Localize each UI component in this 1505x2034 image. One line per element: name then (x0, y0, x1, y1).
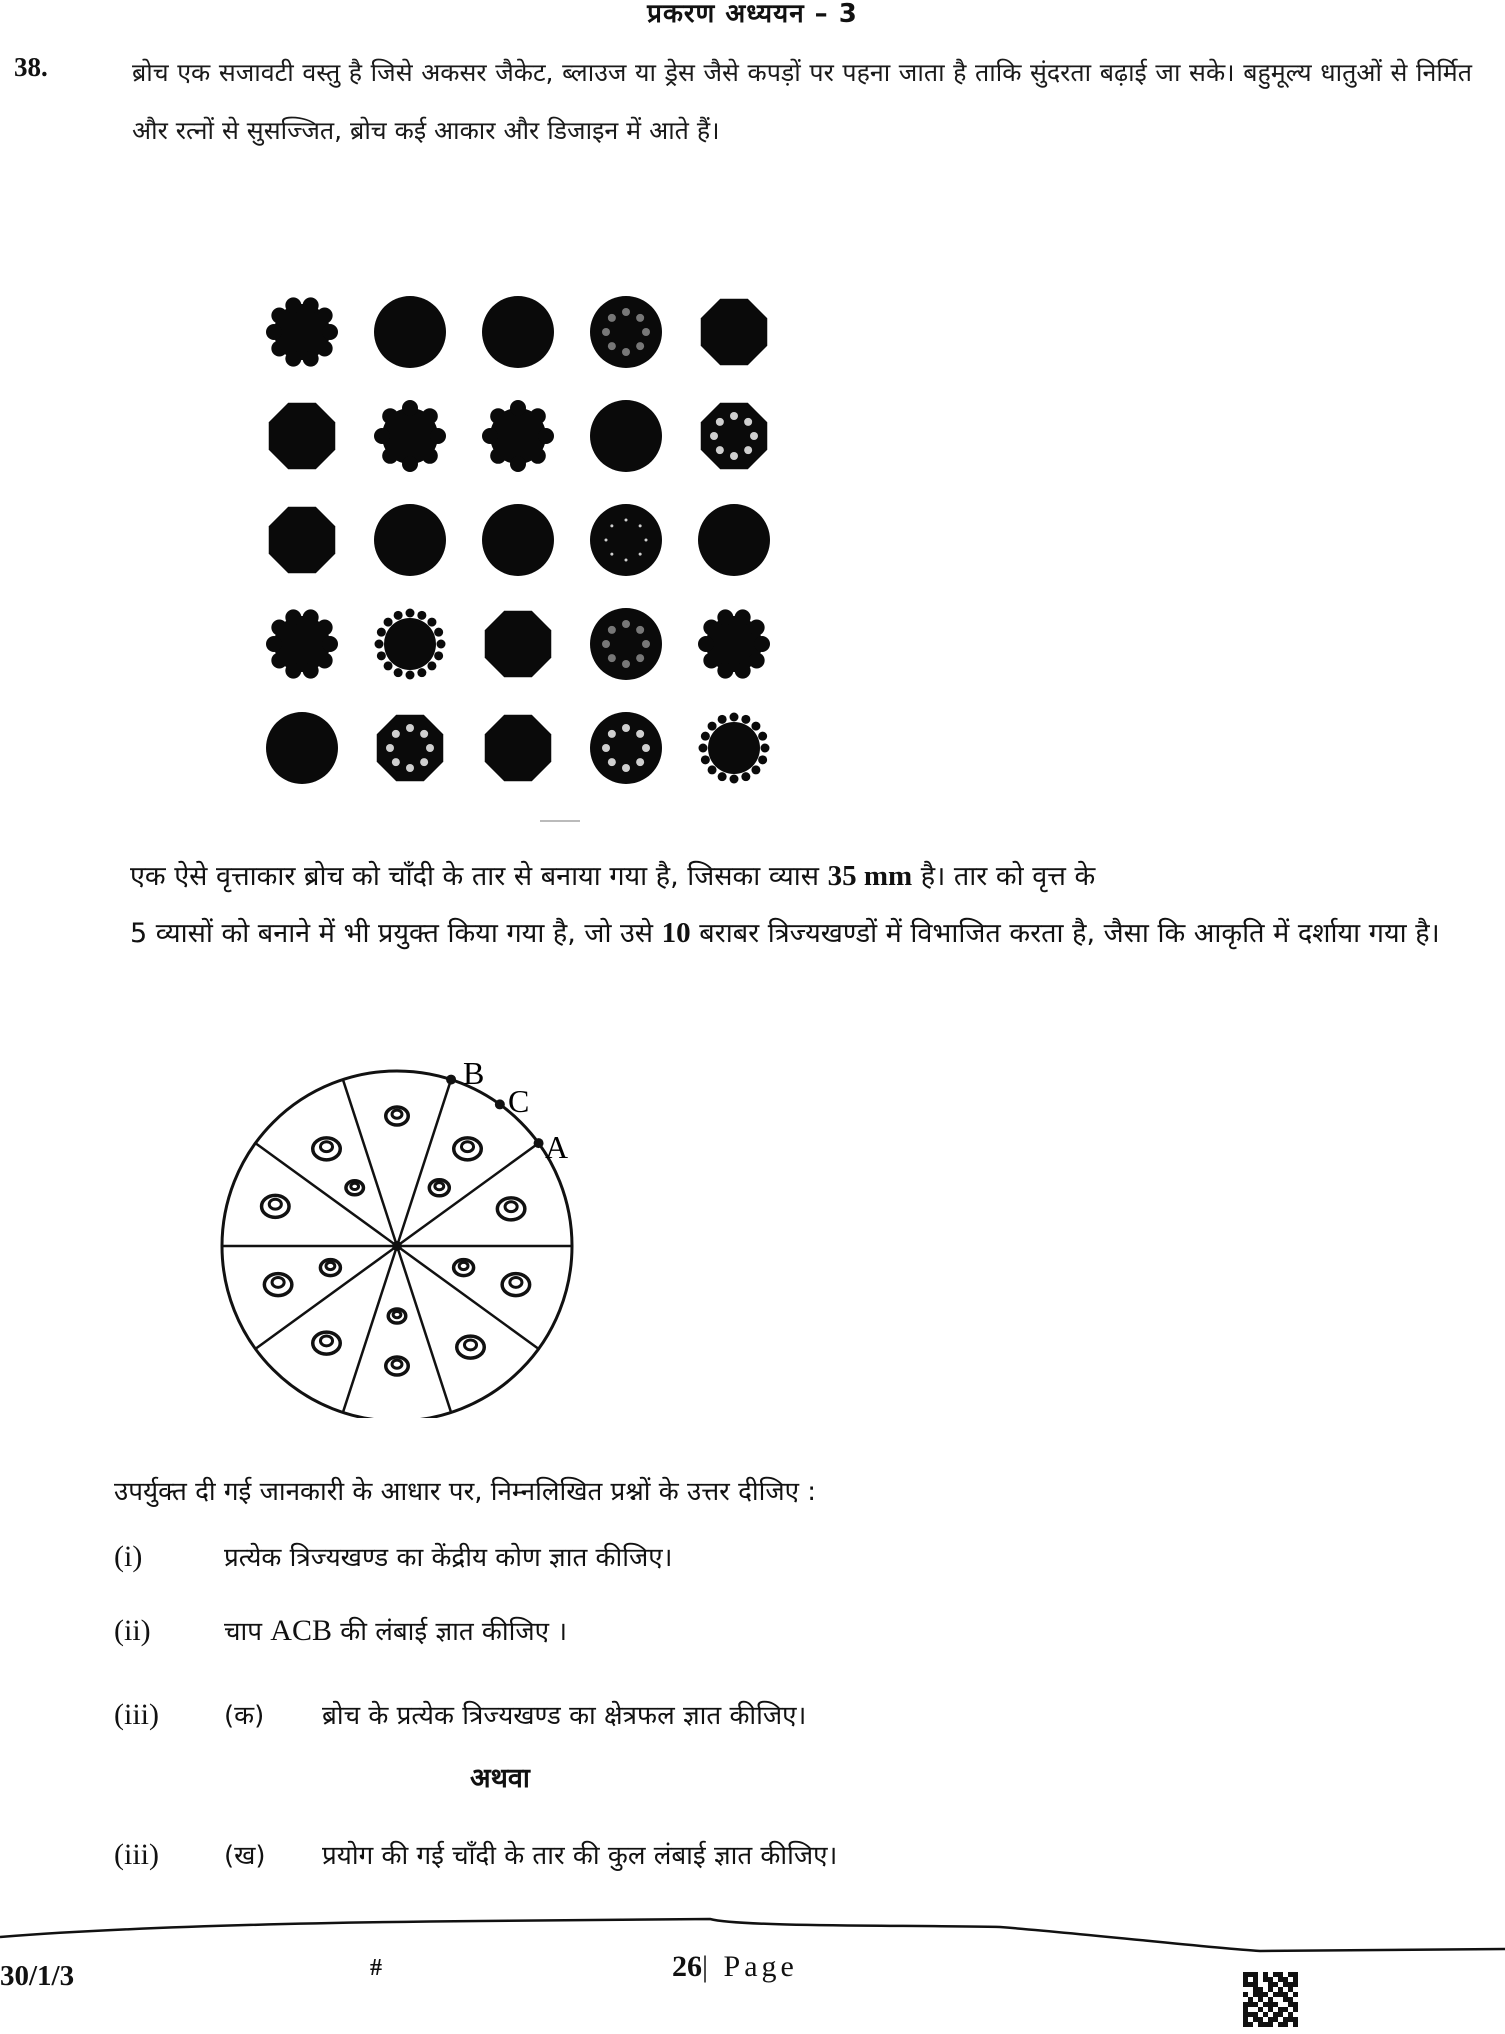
brooch-image (464, 592, 572, 696)
swirl-icon (388, 1309, 406, 1323)
brooch-image (356, 384, 464, 488)
brooch-image (680, 280, 788, 384)
swirl-icon (386, 1107, 409, 1125)
question-intro: ब्रोच एक सजावटी वस्तु है जिसे अकसर जैकेट, ब्लाउज या ड्रेस जैसे कपड़ों पर पहना जाता है ताकि सुंदरता बढ़ाई जा सके। बहुमूल्य धातुओं से निर्मित और रत्नों से सुसज्जित, ब्रोच कई आकार और डिजाइन में आते हैं। (132, 58, 1472, 145)
label-b: B (463, 1055, 485, 1091)
subquestion-iii-b (114, 1836, 837, 1872)
brooch-image (572, 592, 680, 696)
brooch-image (572, 384, 680, 488)
swirl-icon (313, 1138, 341, 1160)
qr-code-icon (1243, 1972, 1298, 2027)
question-number: 38. (14, 52, 48, 82)
swirl-icon (454, 1260, 474, 1276)
swirl-icon (262, 1195, 290, 1217)
arc-label: ACB (270, 1614, 332, 1647)
swirl-icon (346, 1181, 364, 1195)
brooch-image (356, 592, 464, 696)
brooch-image (248, 280, 356, 384)
page-number: 26| Page (672, 1950, 798, 1983)
subquestion-iii-a (114, 1696, 806, 1732)
brooch-image (356, 696, 464, 800)
brooch-image (356, 488, 464, 592)
subquestion-i (114, 1538, 673, 1574)
brooch-image (464, 696, 572, 800)
brooch-circle-diagram (205, 1048, 605, 1418)
brooch-image (464, 384, 572, 488)
instruction-text: उपर्युक्त दी गई जानकारी के आधार पर, निम्नलिखित प्रश्नों के उत्तर दीजिए : (114, 1477, 817, 1507)
swirl-icon (313, 1332, 341, 1354)
section-title: प्रकरण अध्ययन – 3 (647, 0, 858, 29)
swirl-icon (264, 1274, 292, 1296)
paper-code: 30/1/3 (0, 1960, 75, 1992)
swirl-icon (502, 1274, 530, 1296)
swirl-icon (497, 1198, 524, 1220)
brooch-image (248, 488, 356, 592)
page-number-value: 26 (672, 1950, 702, 1983)
problem-statement (130, 848, 1480, 962)
subquestion-text: प्रत्येक त्रिज्यखण्ड का केंद्रीय कोण ज्ञात कीजिए। (224, 1543, 673, 1573)
swirl-icon (454, 1138, 482, 1160)
subquestion-number: (iii) (114, 1838, 159, 1871)
statement-text: है। तार को वृत्त के (920, 861, 1096, 892)
brooch-image (680, 384, 788, 488)
subquestion-text: ब्रोच के प्रत्येक त्रिज्यखण्ड का क्षेत्रफल ज्ञात कीजिए। (322, 1701, 807, 1731)
brooch-image (680, 696, 788, 800)
subquestion-ii (114, 1612, 567, 1648)
subquestion-number: (i) (114, 1540, 143, 1573)
swirl-icon (457, 1336, 485, 1358)
swirl-icon (429, 1180, 449, 1196)
brooch-image (572, 488, 680, 592)
option-label: (क) (224, 1701, 265, 1731)
brooch-image (248, 384, 356, 488)
swirl-icon (386, 1357, 409, 1375)
footer-rule (0, 1915, 1505, 1955)
subquestion-text: प्रयोग की गई चाँदी के तार की कुल लंबाई ज्ञात कीजिए। (322, 1841, 838, 1871)
divider (540, 820, 580, 822)
brooch-image (248, 592, 356, 696)
brooch-image (464, 280, 572, 384)
subquestion-text: चाप (224, 1617, 263, 1647)
statement-text: बराबर त्रिज्यखण्डों में विभाजित करता है, जैसा कि आकृति में दर्शाया गया है। (699, 918, 1440, 949)
brooch-image (572, 280, 680, 384)
circle-sectors-diagram (205, 1048, 605, 1418)
brooch-image (356, 280, 464, 384)
option-label: (ख) (224, 1841, 266, 1871)
diameter-value: 35 mm (827, 860, 913, 892)
brooch-image (572, 696, 680, 800)
sector-count: 10 (661, 917, 691, 949)
brooch-image (248, 696, 356, 800)
brooch-image (680, 592, 788, 696)
label-c: C (508, 1083, 530, 1119)
brooch-image (680, 488, 788, 592)
hash-mark: # (370, 1955, 382, 1981)
or-separator: अथवा (470, 1763, 530, 1794)
statement-text: एक ऐसे वृत्ताकार ब्रोच को चाँदी के तार से बनाया गया है, जिसका व्यास (130, 861, 819, 892)
subquestion-text: की लंबाई ज्ञात कीजिए । (340, 1617, 568, 1647)
brooch-image (464, 488, 572, 592)
statement-text: 5 व्यासों को बनाने में भी प्रयुक्त किया गया है, जो उसे (130, 918, 654, 949)
subquestion-number: (ii) (114, 1614, 151, 1647)
brooch-image-grid (248, 280, 788, 800)
label-a: A (545, 1129, 569, 1165)
swirl-icon (320, 1260, 340, 1276)
subquestion-number: (iii) (114, 1698, 159, 1731)
page-word: Page (723, 1950, 798, 1983)
